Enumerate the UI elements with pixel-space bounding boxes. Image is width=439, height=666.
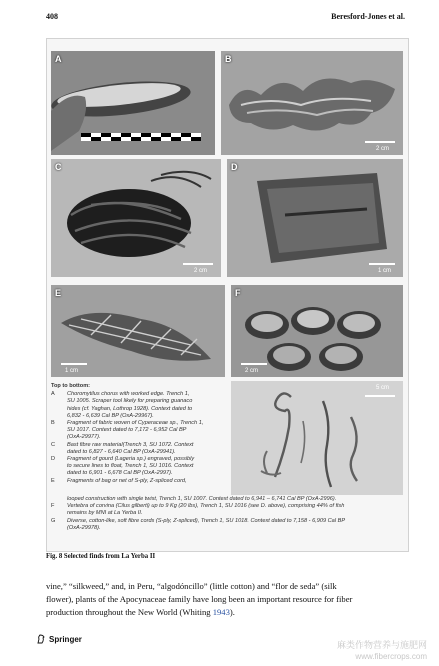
legend-text: remains by MNI at La Yerba II. xyxy=(67,510,143,517)
figure-legend xyxy=(51,383,229,485)
panel-g-scale-bar xyxy=(365,395,395,397)
body-line xyxy=(46,606,408,619)
panel-g-scale-label: 5 cm xyxy=(375,385,389,391)
legend-line: Fragment of fabric woven of Cyperaceae sp., Trench 1, xyxy=(67,420,204,427)
legend-line: dated to 6,827 - 6,640 Cal BP (OxA-29941). xyxy=(67,448,176,455)
body-line: flower), plants of the Apocynaceae family have long been an important resource for fiber xyxy=(46,594,353,604)
legend-full-rows xyxy=(51,496,401,532)
panel-d-photo xyxy=(227,159,403,277)
panel-d-scale-label: 1 cm xyxy=(377,268,391,274)
body-text: production throughout the New World (Whiting xyxy=(46,607,213,617)
citation-link[interactable]: 1943 xyxy=(212,607,230,617)
running-head-authors: Beresford-Jones et al. xyxy=(331,12,405,21)
panel-b-scale-bar xyxy=(365,141,395,143)
panel-g-photo xyxy=(231,381,403,495)
legend-line: (OxA-29977). xyxy=(67,434,101,441)
legend-key: E xyxy=(51,477,55,484)
legend-full-row xyxy=(51,518,401,525)
legend-key: G xyxy=(51,517,56,524)
panel-a-scale-ruler xyxy=(81,133,201,141)
panel-a-shell-scraper xyxy=(51,51,215,155)
legend-line: 6,832 - 6,639 Cal BP (OxA-29967). xyxy=(67,412,154,419)
panel-a-label: A xyxy=(55,54,62,64)
legend-item-e xyxy=(51,478,229,485)
page-number: 408 xyxy=(46,12,58,21)
panel-c-scale-bar xyxy=(183,263,213,265)
legend-line: Fragment of gourd (Lageria sp.) engraved, possibly xyxy=(67,456,195,463)
panel-e-scale-label: 1 cm xyxy=(65,368,79,374)
legend-text: Diverse, cotton-like, soft fibre cords (S-ply, Z-spliced), Trench 1, SU 1018. Context dated to 7,158 - 6,909 Cal BP xyxy=(67,517,346,524)
legend-text: (OxA-29978). xyxy=(67,524,101,531)
legend-line: to secure lines to float, Trench 1, SU 1016. Context xyxy=(67,463,194,470)
panel-e-scale-bar xyxy=(61,363,87,365)
panel-b-label: B xyxy=(225,54,232,64)
body-paragraph xyxy=(46,580,408,619)
legend-full-row xyxy=(51,503,401,510)
legend-key: D xyxy=(51,456,56,463)
figure-8 xyxy=(46,38,409,552)
panel-f-scale-label: 2 cm xyxy=(245,368,259,374)
panel-c-label: C xyxy=(55,162,62,172)
panel-b-woven-fabric xyxy=(221,51,403,155)
legend-line: Bast fibre raw material(Trench 3, SU 1072. Context xyxy=(67,441,194,448)
panel-c-bast-fibre xyxy=(51,159,221,277)
panel-a-photo xyxy=(51,51,215,155)
body-line: vine,” “silkweed,” and, in Peru, “algodóncillo” (little cotton) and “flor de seda” (silk xyxy=(46,581,337,591)
legend-item-a xyxy=(51,391,229,420)
panel-d-scale-bar xyxy=(369,263,395,265)
legend-full-row xyxy=(51,496,401,503)
springer-logo xyxy=(36,634,82,644)
legend-item-d xyxy=(51,456,229,478)
legend-line: Choromytilus chorus with worked edge. Trench 1, xyxy=(67,391,190,398)
panel-g-cotton-cords xyxy=(231,381,403,495)
legend-text: Vertebra of corvina (Cilus gilberti) up to 9 Kg (20 lbs), Trench 1, SU 1016 (see D. above), comprising 44% of fish xyxy=(67,503,345,510)
legend-item-c xyxy=(51,442,229,456)
legend-item-b xyxy=(51,420,229,442)
legend-full-row xyxy=(51,510,401,517)
watermark-cn: 麻类作物营养与施肥网 xyxy=(336,640,427,650)
panel-b-photo xyxy=(221,51,403,155)
legend-line: SU 1017. Context dated to 7,172 - 6,952 Cal BP xyxy=(67,427,187,434)
legend-full-row xyxy=(51,525,401,532)
panel-e-bag-net xyxy=(51,285,225,377)
panel-d-gourd-fragment xyxy=(227,159,403,277)
legend-key: C xyxy=(51,441,56,448)
legend-text: looped construction with single twist, Trench 1, SU 1007. Context dated to 6,941 – 6,741 Cal BP (OxA-2996). xyxy=(67,496,337,502)
panel-c-photo xyxy=(51,159,221,277)
body-text: ). xyxy=(229,607,235,617)
panel-f-vertebrae xyxy=(231,285,403,377)
panel-f-label: F xyxy=(235,288,241,298)
legend-line: hides (cf. Yaghan, Lothrop 1928). Context dated to xyxy=(67,405,193,412)
legend-line: dated to 6,901 - 6,678 Cal BP (OxA-2997). xyxy=(67,470,173,477)
publisher-name: Springer xyxy=(49,634,82,644)
legend-key: F xyxy=(51,503,55,510)
watermark-url: www.fibercrops.com xyxy=(355,652,427,661)
panel-e-label: E xyxy=(55,288,62,298)
panel-d-label: D xyxy=(231,162,238,172)
panel-c-scale-label: 2 cm xyxy=(193,268,207,274)
legend-line: Fragments of bag or net of S-ply, Z-spliced cord, xyxy=(67,477,187,484)
springer-horse-icon xyxy=(36,634,46,644)
panel-f-scale-bar xyxy=(241,363,267,365)
panel-b-scale-label: 2 cm xyxy=(375,146,389,152)
legend-key: B xyxy=(51,420,55,427)
legend-line: SU 1005. Scraper tool likely for preparing guanaco xyxy=(67,398,193,405)
legend-title: Top to bottom: xyxy=(51,383,91,389)
figure-caption: Fig. 8 Selected finds from La Yerba II xyxy=(46,553,156,560)
legend-key: A xyxy=(51,391,55,398)
